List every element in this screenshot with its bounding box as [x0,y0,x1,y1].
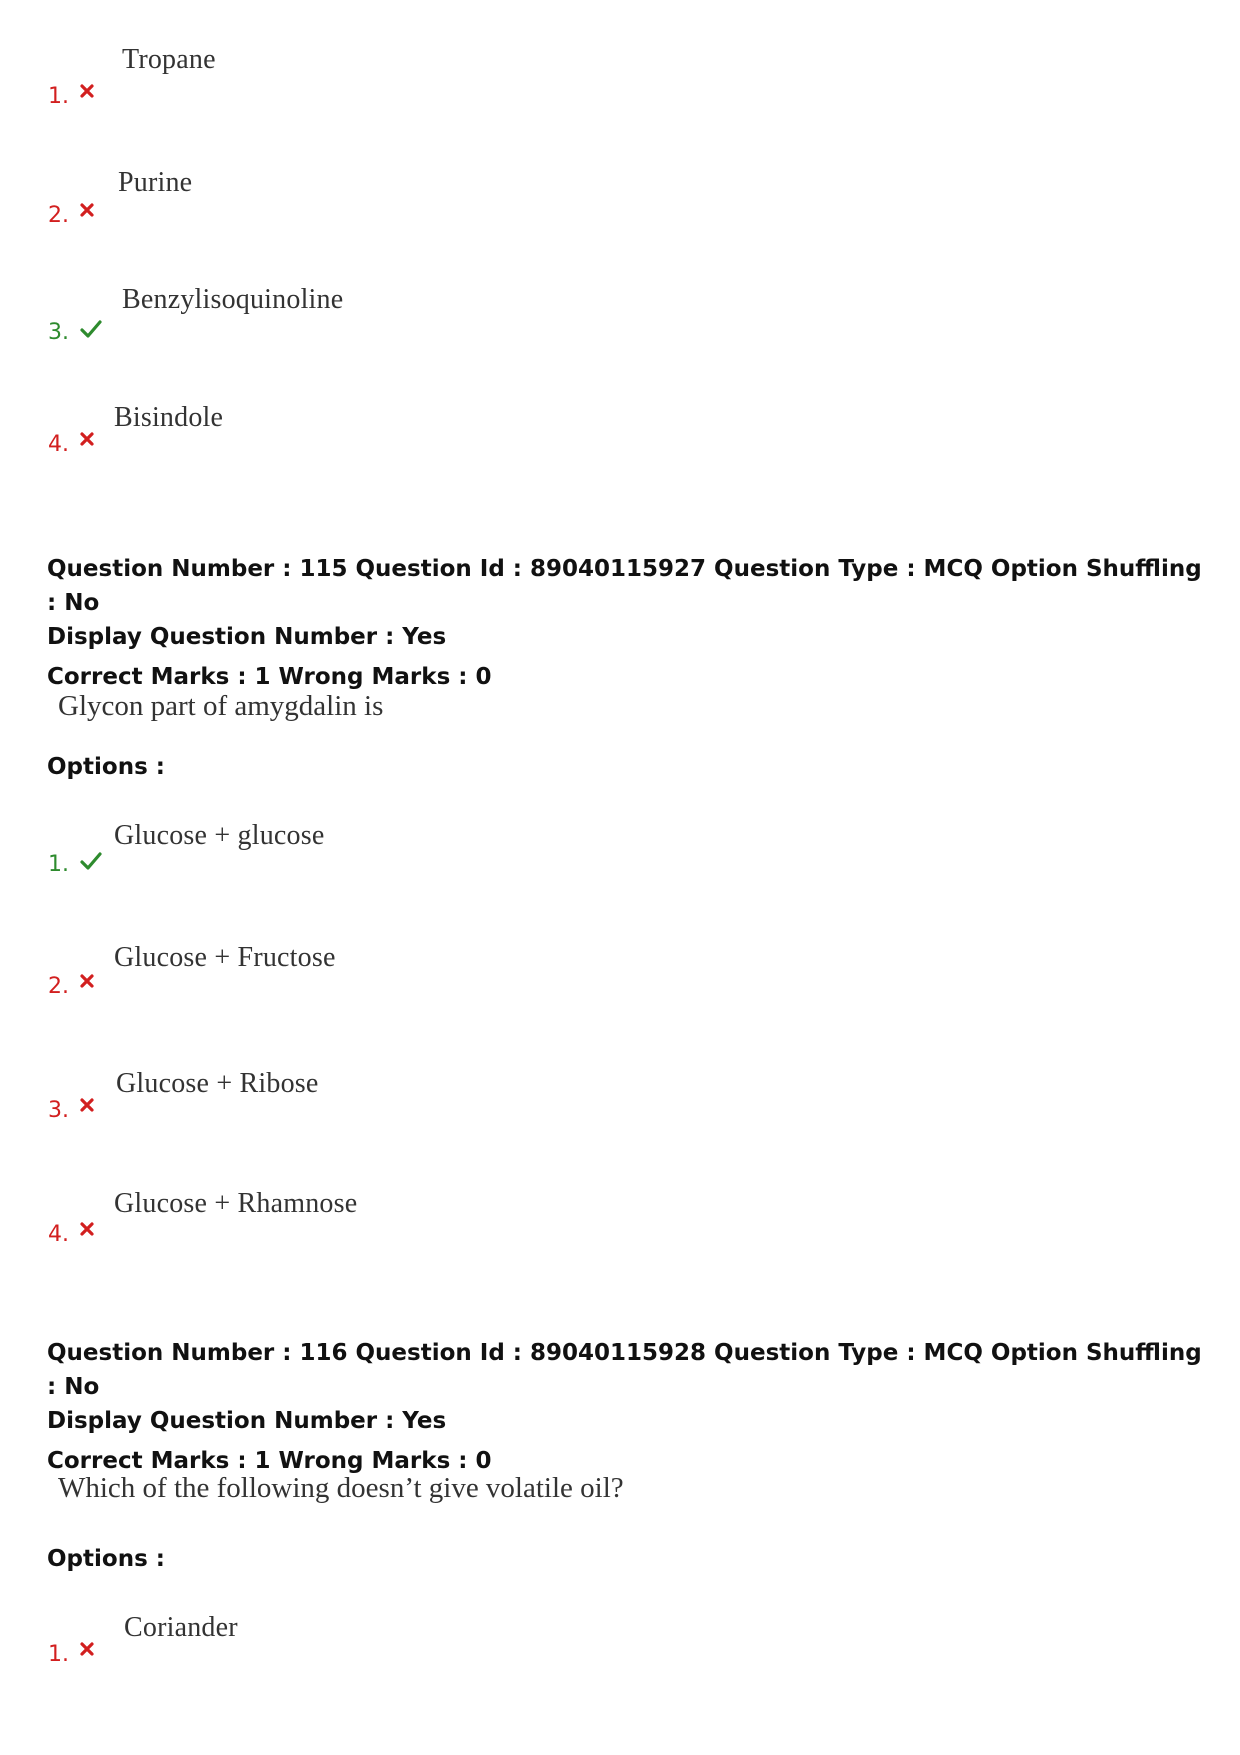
marks-line: Correct Marks : 1 Wrong Marks : 0 [47,1448,492,1474]
option-number: 3. [48,320,69,345]
cross-icon [80,974,94,988]
question-text: Which of the following doesn’t give volatile oil? [58,1472,624,1504]
option-text: Bisindole [114,402,224,433]
display-question-number: Display Question Number : Yes [47,1408,447,1434]
cross-icon [80,1642,94,1656]
option-number: 1. [48,84,69,109]
option-text: Glucose + glucose [114,820,325,851]
option-number: 2. [48,203,69,228]
option-text: Glucose + Rhamnose [114,1188,358,1219]
option-row [0,280,1240,345]
option-row [0,938,1240,998]
question-meta-line: Question Number : 115 Question Id : 89040115927 Question Type : MCQ Option Shuffling : No [47,556,1202,616]
option-number: 4. [48,1222,69,1247]
question-header [47,552,1217,694]
option-row [0,163,1240,228]
option-text: Glucose + Ribose [116,1068,319,1099]
cross-icon [80,203,94,217]
option-row [0,1064,1240,1124]
marks-line: Correct Marks : 1 Wrong Marks : 0 [47,664,492,690]
option-number: 1. [48,852,69,877]
option-row [0,1608,1240,1668]
options-label: Options : [47,754,165,780]
option-text: Glucose + Fructose [114,942,336,973]
option-text: Coriander [124,1612,238,1643]
option-row [0,1184,1240,1247]
cross-icon [80,432,94,446]
option-row [0,40,1240,109]
option-text: Purine [118,167,193,198]
option-row [0,398,1240,458]
display-question-number: Display Question Number : Yes [47,624,447,650]
option-row [0,816,1240,876]
option-number: 2. [48,974,69,999]
options-label: Options : [47,1546,165,1572]
question-meta-line: Question Number : 116 Question Id : 89040115928 Question Type : MCQ Option Shuffling : No [47,1340,1202,1400]
option-number: 4. [48,432,69,457]
option-text: Benzylisoquinoline [122,284,344,315]
option-number: 3. [48,1098,69,1123]
cross-icon [80,1222,94,1236]
question-text: Glycon part of amygdalin is [58,690,384,722]
cross-icon [80,1098,94,1112]
cross-icon [80,84,94,98]
question-header [47,1336,1217,1478]
option-text: Tropane [122,44,216,75]
check-icon [80,320,102,338]
check-icon [80,852,102,870]
option-number: 1. [48,1642,69,1667]
